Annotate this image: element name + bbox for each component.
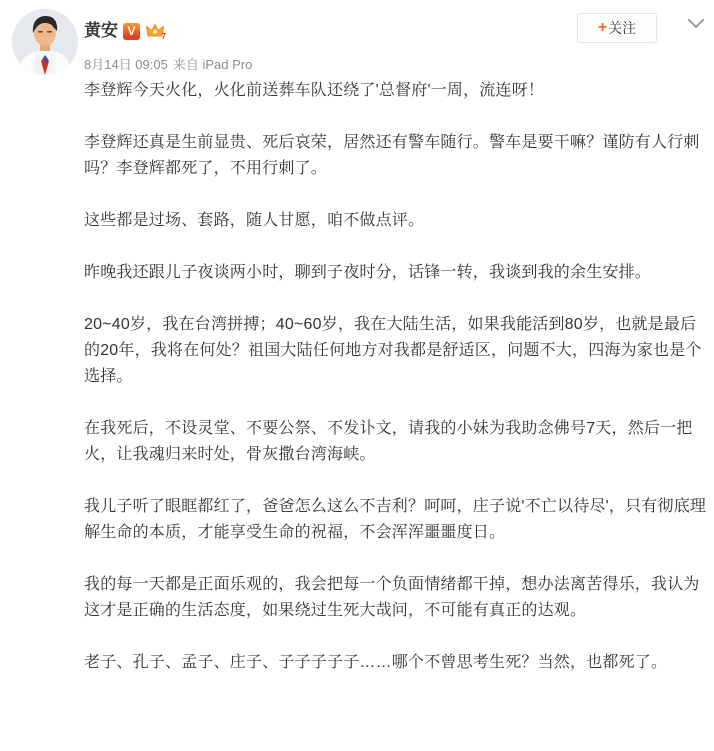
timestamp-link[interactable]: 8月14日 09:05 xyxy=(84,57,168,72)
post-paragraph: 李登辉今天火化，火化前送葬车队还绕了'总督府'一周，流连呀！ xyxy=(84,82,545,99)
post-paragraph: 20~40岁，我在台湾拼搏；40~60岁，我在大陆生活，如果我能活到80岁，也就是最后的20年，我将在何处？祖国大陆任何地方对我都是舒适区，问题不大，四海为家也是个选择。 xyxy=(84,316,702,385)
username[interactable]: 黄安 xyxy=(84,21,118,40)
user-header xyxy=(84,20,165,42)
post-paragraph: 我的每一天都是正面乐观的，我会把每一个负面情绪都干掉，想办法离苦得乐，我认为这才是正确的生活态度，如果绕过生死大哉问，不可能有真正的达观。 xyxy=(84,576,700,619)
verified-v-icon: V xyxy=(123,23,140,40)
member-level-label: 7 xyxy=(161,32,166,41)
follow-button[interactable] xyxy=(577,13,657,43)
source-link[interactable]: 来自 iPad Pro xyxy=(172,57,253,72)
chevron-down-icon[interactable] xyxy=(687,15,705,33)
post-paragraph: 这些都是过场、套路，随人甘愿，咱不做点评。 xyxy=(84,212,425,229)
post-paragraph: 李登辉还真是生前显贵、死后哀荣，居然还有警车随行。警车是要干嘛？谨防有人行刺吗？李登辉都死了，不用行刺了。 xyxy=(84,134,700,177)
member-crown-icon xyxy=(145,22,165,40)
post-paragraph: 我儿子听了眼眶都红了，爸爸怎么这么不吉利？呵呵，庄子说'不亡以待尽'，只有彻底理解生命的本质，才能享受生命的祝福，不会浑浑噩噩度日。 xyxy=(84,498,707,541)
post-paragraph: 老子、孔子、孟子、庄子、子子子子子……哪个不曾思考生死？当然，也都死了。 xyxy=(84,654,668,671)
avatar-illustration xyxy=(12,9,78,75)
avatar[interactable] xyxy=(12,9,78,75)
post-meta xyxy=(84,54,252,73)
post-text xyxy=(84,78,708,676)
post-paragraph: 昨晚我还跟儿子夜谈两小时，聊到子夜时分，话锋一转，我谈到我的余生安排。 xyxy=(84,264,652,281)
follow-button-label: 关注 xyxy=(608,20,637,36)
plus-icon: + xyxy=(597,18,608,36)
post-paragraph: 在我死后，不设灵堂、不要公祭、不发讣文，请我的小妹为我助念佛号7天，然后一把火，让我魂归来时处，骨灰撒台湾海峡。 xyxy=(84,420,693,463)
